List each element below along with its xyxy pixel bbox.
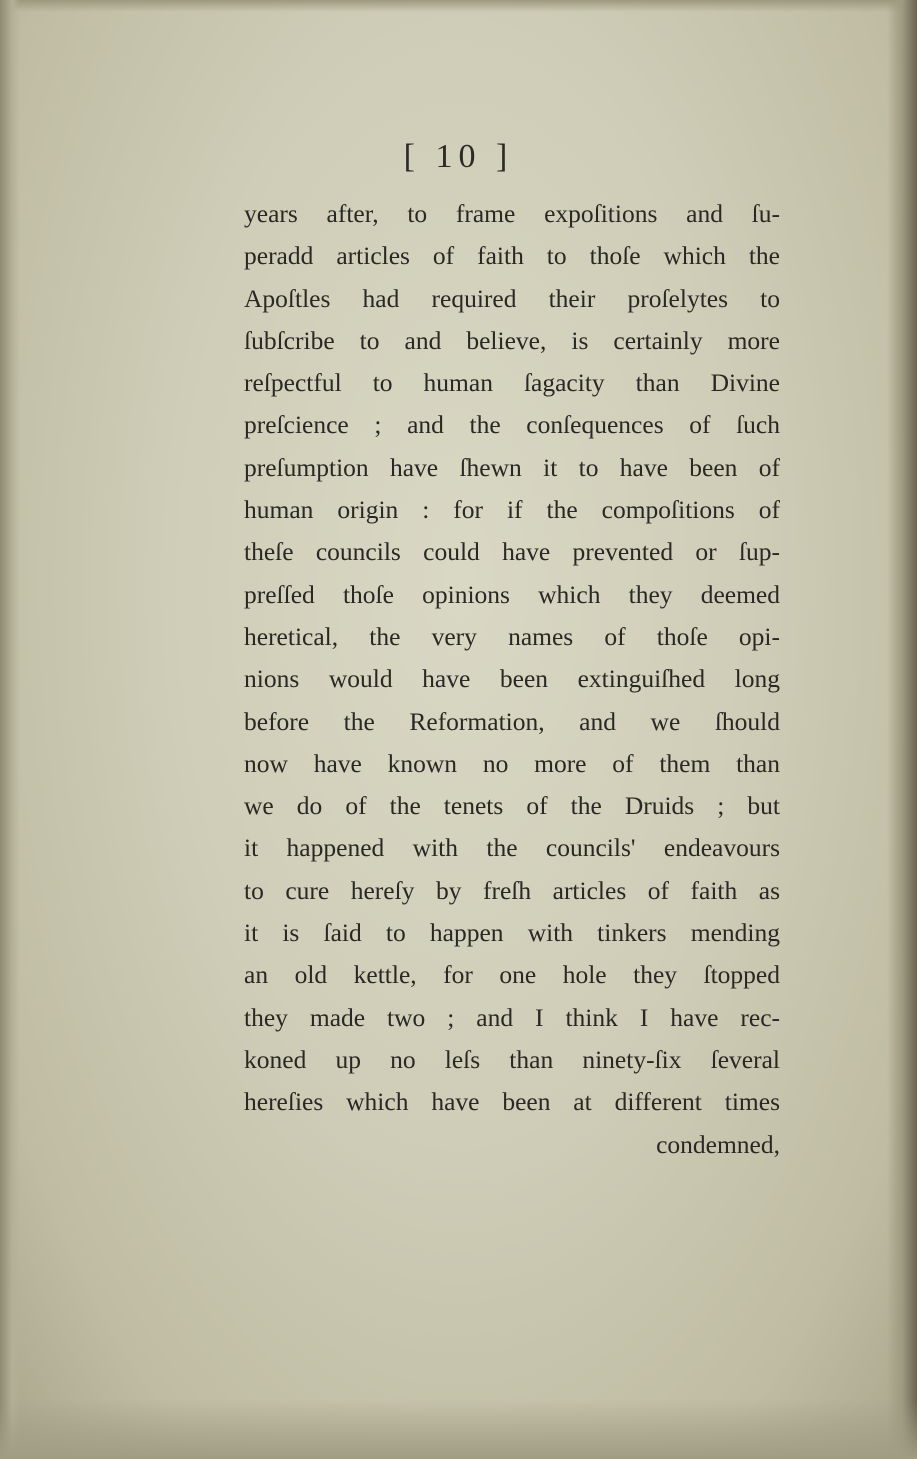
text-line-9: theſe councils could have prevented or ſup-	[244, 537, 780, 567]
page-right-edge	[887, 0, 917, 1459]
text-line-17: to cure hereſy by freſh articles of faith as	[244, 875, 780, 905]
text-line-16: it happened with the councils' endeavours	[244, 833, 780, 863]
page-number-header: [ 10 ]	[403, 138, 514, 175]
text-line-22: hereſies which have been at different times	[244, 1087, 780, 1117]
text-line-7: preſumption have ſhewn it to have been of	[244, 452, 780, 482]
text-line-3: Apoſtles had required their proſelytes to	[244, 283, 780, 313]
text-line-4: ſubſcribe to and believe, is certainly more	[244, 325, 780, 355]
text-line-8: human origin : for if the compoſitions of	[244, 495, 780, 525]
page-bottom-edge	[0, 1399, 917, 1459]
text-line-1: years after, to frame expoſitions and ſu-	[244, 199, 780, 228]
text-line-10: preſſed thoſe opinions which they deemed	[244, 579, 780, 609]
text-line-14: now have known no more of them than	[244, 748, 780, 778]
text-line-12: nions would have been extinguiſhed long	[244, 664, 780, 694]
text-line-18: it is ſaid to happen with tinkers mending	[244, 918, 780, 948]
text-line-13: before the Reformation, and we ſhould	[244, 706, 780, 736]
text-line-19: an old kettle, for one hole they ſtopped	[244, 960, 780, 990]
text-line-21: koned up no leſs than ninety-ſix ſeveral	[244, 1044, 780, 1074]
text-line-20: they made two ; and I think I have rec-	[244, 1002, 780, 1032]
text-line-15: we do of the tenets of the Druids ; but	[244, 791, 780, 821]
page-top-edge	[0, 0, 917, 12]
catchword: condemned,	[656, 1129, 780, 1159]
text-line-11: heretical, the very names of thoſe opi-	[244, 621, 780, 651]
body-text	[244, 193, 780, 1166]
page-left-edge	[0, 0, 20, 1459]
text-line-5: reſpectful to human ſagacity than Divine	[244, 368, 780, 398]
text-line-2: peradd articles of faith to thoſe which the	[244, 241, 780, 271]
text-line-6: preſcience ; and the conſequences of ſuch	[244, 410, 780, 440]
